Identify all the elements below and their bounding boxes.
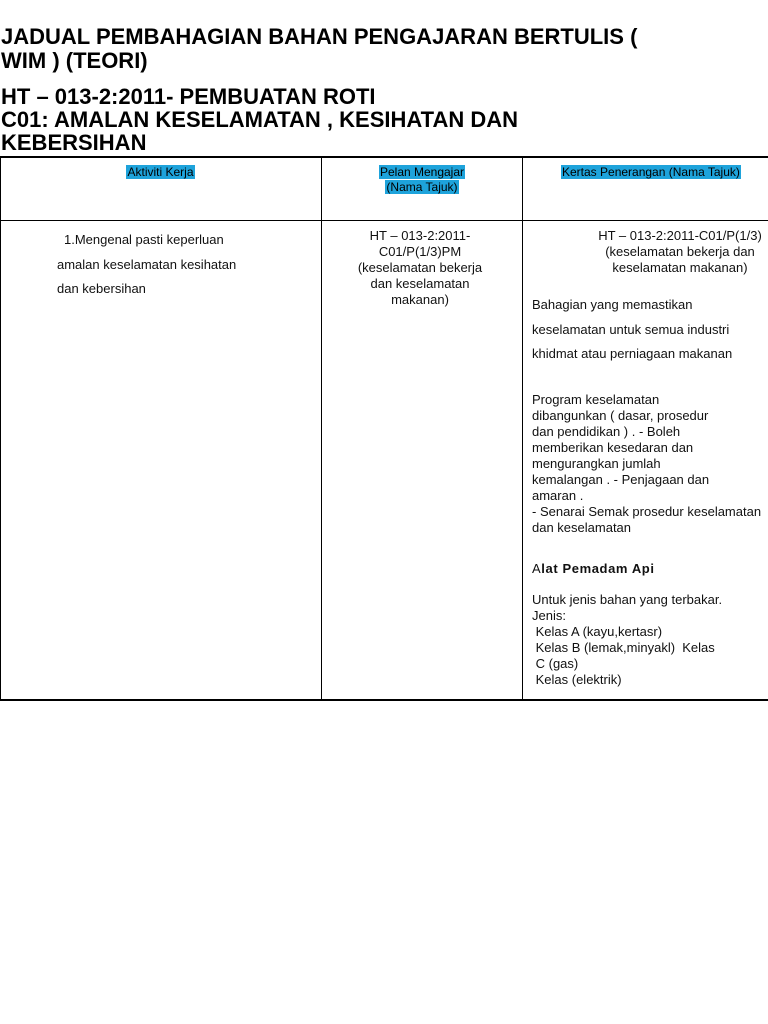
bahagian-line-1: Bahagian yang memastikan — [532, 297, 693, 312]
kertas-untuk-block — [532, 592, 768, 688]
kertas-program-block — [532, 392, 768, 536]
header-pelan-mengajar-label: Pelan Mengajar — [379, 165, 465, 179]
pelan-line-4: dan keselamatan — [370, 276, 470, 291]
alat-heading-rest: lat Pemadam Api — [541, 561, 655, 576]
untuk-line-3: Kelas A (kayu,kertasr) — [532, 624, 663, 639]
title-line-1: JADUAL PEMBAHAGIAN BAHAN PENGAJARAN BERTULIS ( — [1, 24, 638, 49]
header-aktiviti-kerja-label: Aktiviti Kerja — [127, 165, 194, 179]
cell-aktiviti-kerja — [57, 228, 297, 302]
subtitle-line-1: HT – 013-2:2011- PEMBUATAN ROTI — [1, 84, 376, 109]
untuk-line-1: Untuk jenis bahan yang terbakar. — [532, 592, 723, 607]
header-kertas-penerangan — [561, 165, 768, 180]
schedule-table — [0, 156, 768, 701]
header-row-divider — [0, 220, 768, 221]
program-line-3: dan pendidikan ) . - Boleh — [532, 424, 681, 439]
program-line-1: Program keselamatan — [532, 392, 660, 407]
subtitle-line-2: C01: AMALAN KESELAMATAN , KESIHATAN DAN — [1, 107, 518, 132]
pelan-line-5: makanan) — [391, 292, 449, 307]
column-divider-1 — [321, 158, 322, 699]
document-title — [1, 25, 761, 73]
untuk-line-2: Jenis: — [532, 608, 566, 623]
program-line-9: dan keselamatan — [532, 520, 632, 535]
aktiviti-line-1: 1.Mengenal pasti keperluan — [64, 232, 224, 247]
header-pelan-mengajar — [322, 165, 522, 195]
title-line-2: WIM ) (TEORI) — [1, 48, 148, 73]
pelan-line-2: C01/P(1/3)PM — [378, 244, 462, 259]
kertas-code-line-2: (keselamatan bekerja dan — [605, 244, 755, 259]
kertas-alat-heading — [532, 561, 768, 576]
aktiviti-line-3: dan kebersihan — [57, 281, 146, 296]
kertas-bahagian-block — [532, 293, 768, 367]
header-pelan-mengajar-sublabel: (Nama Tajuk) — [386, 180, 458, 194]
alat-heading-first-letter: A — [532, 561, 542, 576]
bahagian-line-2: keselamatan untuk semua industri — [532, 321, 730, 337]
header-kertas-penerangan-label: Kertas Penerangan (Nama Tajuk) — [562, 165, 740, 179]
program-line-7: amaran . — [532, 488, 584, 503]
kertas-code-line-1: HT – 013-2:2011-C01/P(1/3) — [598, 228, 762, 243]
column-divider-2 — [522, 158, 523, 699]
untuk-line-5: C (gas) — [532, 656, 579, 671]
aktiviti-line-2: amalan keselamatan kesihatan — [57, 256, 237, 272]
program-line-8: - Senarai Semak prosedur keselamatan — [532, 504, 762, 519]
program-line-6: kemalangan . - Penjagaan dan — [532, 472, 710, 487]
bahagian-line-3: khidmat atau perniagaan makanan — [532, 346, 733, 361]
program-line-5: mengurangkan jumlah — [532, 456, 661, 471]
cell-pelan-mengajar — [330, 228, 510, 308]
program-line-2: dibangunkan ( dasar, prosedur — [532, 408, 709, 423]
pelan-line-3: (keselamatan bekerja — [357, 260, 483, 275]
untuk-line-6: Kelas (elektrik) — [532, 672, 622, 687]
pelan-line-1: HT – 013-2:2011- — [369, 228, 471, 243]
table-border-left — [0, 158, 1, 699]
program-line-4: memberikan kesedaran dan — [532, 440, 694, 455]
untuk-line-4: Kelas B (lemak,minyakl) Kelas — [532, 640, 715, 655]
document-subtitle — [1, 85, 761, 154]
kertas-code-block — [560, 228, 768, 276]
header-aktiviti-kerja — [0, 165, 321, 180]
subtitle-line-3: KEBERSIHAN — [1, 130, 147, 155]
kertas-code-line-3: keselamatan makanan) — [612, 260, 748, 275]
